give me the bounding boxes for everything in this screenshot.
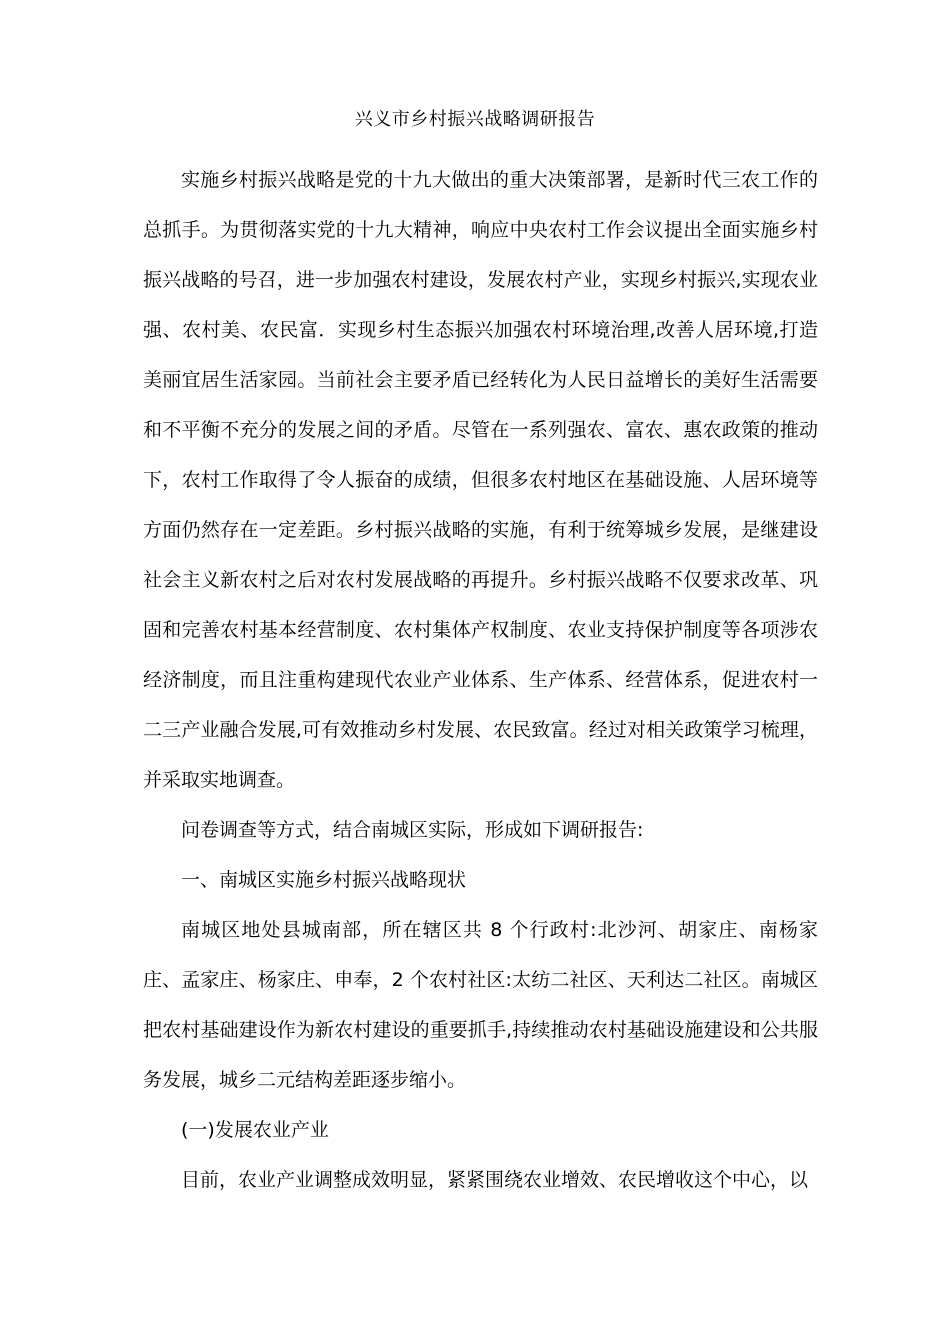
- paragraph-survey-method: 问卷调查等方式，结合南城区实际，形成如下调研报告:: [181, 819, 644, 841]
- paragraph-intro: 实施乡村振兴战略是党的十九大做出的重大决策部署，是新时代三农工作的总抓手。为贯彻落实党的十九大精神，响应中央农村工作会议提出全面实施乡村振兴战略的号召，进一步加强农村建设，发展农村产业，实现乡村振兴,实现农业强、农村美、农民富．实现乡村生态振兴加强农村环境治理,改善人居环境,打造美丽宜居生活家园。当前社会主要矛盾已经转化为人民日益增长的美好生活需要和不平衡不充分的发展之间的矛盾。尽管在一系列强农、富农、惠农政策的推动下，农村工作取得了令人振奋的成绩，但很多农村地区在基础设施、人居环境等方面仍然存在一定差距。乡村振兴战略的实施，有利于统筹城乡发展，是继建设社会主义新农村之后对农村发展战略的再提升。乡村振兴战略不仅要求改革、巩固和完善农村基本经营制度、农村集体产权制度、农业支持保护制度等各项涉农经济制度，而且注重构建现代农业产业体系、生产体系、经营体系，促进农村一二三产业融合发展,可有效推动乡村发展、农民致富。经过对相关政策学习梳理，并采取实地调查。: [143, 169, 818, 791]
- subsection-heading-agriculture: (一)发展农业产业: [181, 1119, 329, 1141]
- paragraph-agriculture: 目前，农业产业调整成效明显，紧紧围绕农业增效、农民增收这个中心，以: [181, 1169, 809, 1191]
- section-heading-status: 一、南城区实施乡村振兴战略现状: [181, 869, 467, 891]
- paragraph-nancheng-overview: 南城区地处县城南部，所在辖区共 8 个行政村:北沙河、胡家庄、南杨家庄、孟家庄、杨家庄、申奉，2 个农村社区:太纺二社区、天利达二社区。南城区把农村基础建设作为新农村建设的重要抓手,持续推动农村基础设施建设和公共服务发展，城乡二元结构差距逐步缩小。: [143, 919, 818, 1091]
- document-title: 兴义市乡村振兴战略调研报告: [354, 109, 596, 130]
- document-body: [143, 155, 818, 1205]
